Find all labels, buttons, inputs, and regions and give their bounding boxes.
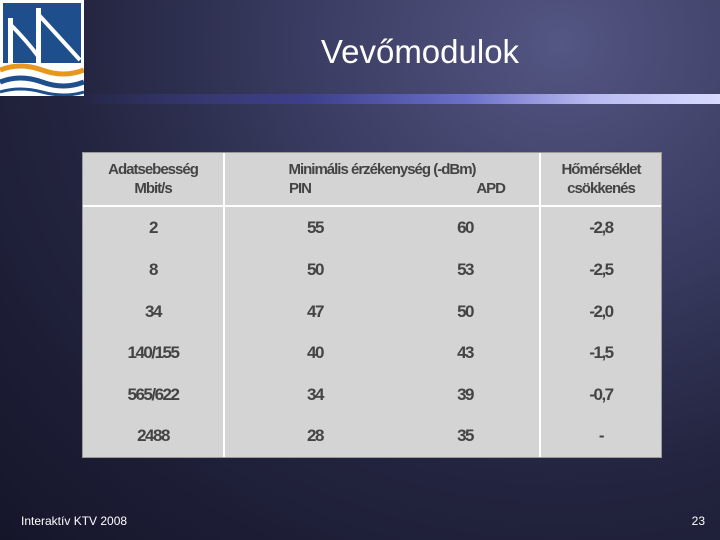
cell-rate: 8 — [83, 250, 224, 291]
page-number: 23 — [691, 514, 705, 528]
title-underline-bar — [84, 94, 720, 104]
header-sensitivity — [224, 153, 540, 206]
header-temperature-label: Hőmérséklet — [561, 161, 641, 178]
cell-sensitivity — [224, 291, 540, 332]
cell-temp: -2,8 — [589, 218, 613, 238]
cell-rate: 2488 — [83, 415, 224, 457]
slide-title: Vevőmodulok — [320, 33, 520, 70]
cell-apd: 39 — [457, 384, 473, 404]
table-row — [83, 206, 661, 250]
table-header-row — [83, 153, 661, 206]
cell-temp: - — [598, 426, 604, 446]
footer-text: Interaktív KTV 2008 — [21, 514, 128, 528]
cell-temp: -2,0 — [589, 301, 613, 321]
cell-sensitivity — [224, 206, 540, 250]
cell-temp: -2,5 — [589, 260, 613, 280]
cell-pin: 34 — [307, 384, 323, 404]
cell-rate: 565/622 — [83, 374, 224, 415]
cell-apd: 60 — [457, 218, 473, 238]
header-data-rate-unit: Mbit/s — [134, 180, 172, 197]
cell-rate: 2 — [83, 206, 224, 250]
bridge-logo-icon — [0, 0, 84, 96]
header-sensitivity-sub — [225, 179, 539, 198]
cell-apd: 53 — [457, 260, 473, 280]
cell-sensitivity — [224, 374, 540, 415]
receiver-table — [82, 152, 662, 458]
cell-rate: 140/155 — [83, 333, 224, 374]
header-temperature-sub: csökkenés — [567, 180, 635, 197]
cell-temp: -0,7 — [589, 384, 613, 404]
header-pin: PIN — [289, 180, 312, 197]
cell-temp: -1,5 — [589, 343, 613, 363]
table-row — [83, 250, 661, 291]
header-data-rate-label: Adatsebesség — [108, 161, 198, 178]
header-sensitivity-label: Minimális érzékenység (-dBm) — [288, 161, 476, 178]
header-temperature — [540, 153, 661, 206]
cell-apd: 50 — [457, 301, 473, 321]
cell-pin: 47 — [307, 301, 323, 321]
cell-pin: 50 — [307, 260, 323, 280]
table-row — [83, 333, 661, 374]
cell-apd: 43 — [457, 343, 473, 363]
cell-rate: 34 — [83, 291, 224, 332]
cell-pin: 28 — [307, 426, 323, 446]
cell-sensitivity — [224, 333, 540, 374]
cell-sensitivity — [224, 415, 540, 457]
table-row — [83, 291, 661, 332]
header-data-rate — [83, 153, 224, 206]
table-row — [83, 374, 661, 415]
cell-pin: 40 — [307, 343, 323, 363]
table-row — [83, 415, 661, 457]
cell-apd: 35 — [457, 426, 473, 446]
cell-sensitivity — [224, 250, 540, 291]
header-apd: APD — [476, 180, 505, 197]
cell-pin: 55 — [307, 218, 323, 238]
